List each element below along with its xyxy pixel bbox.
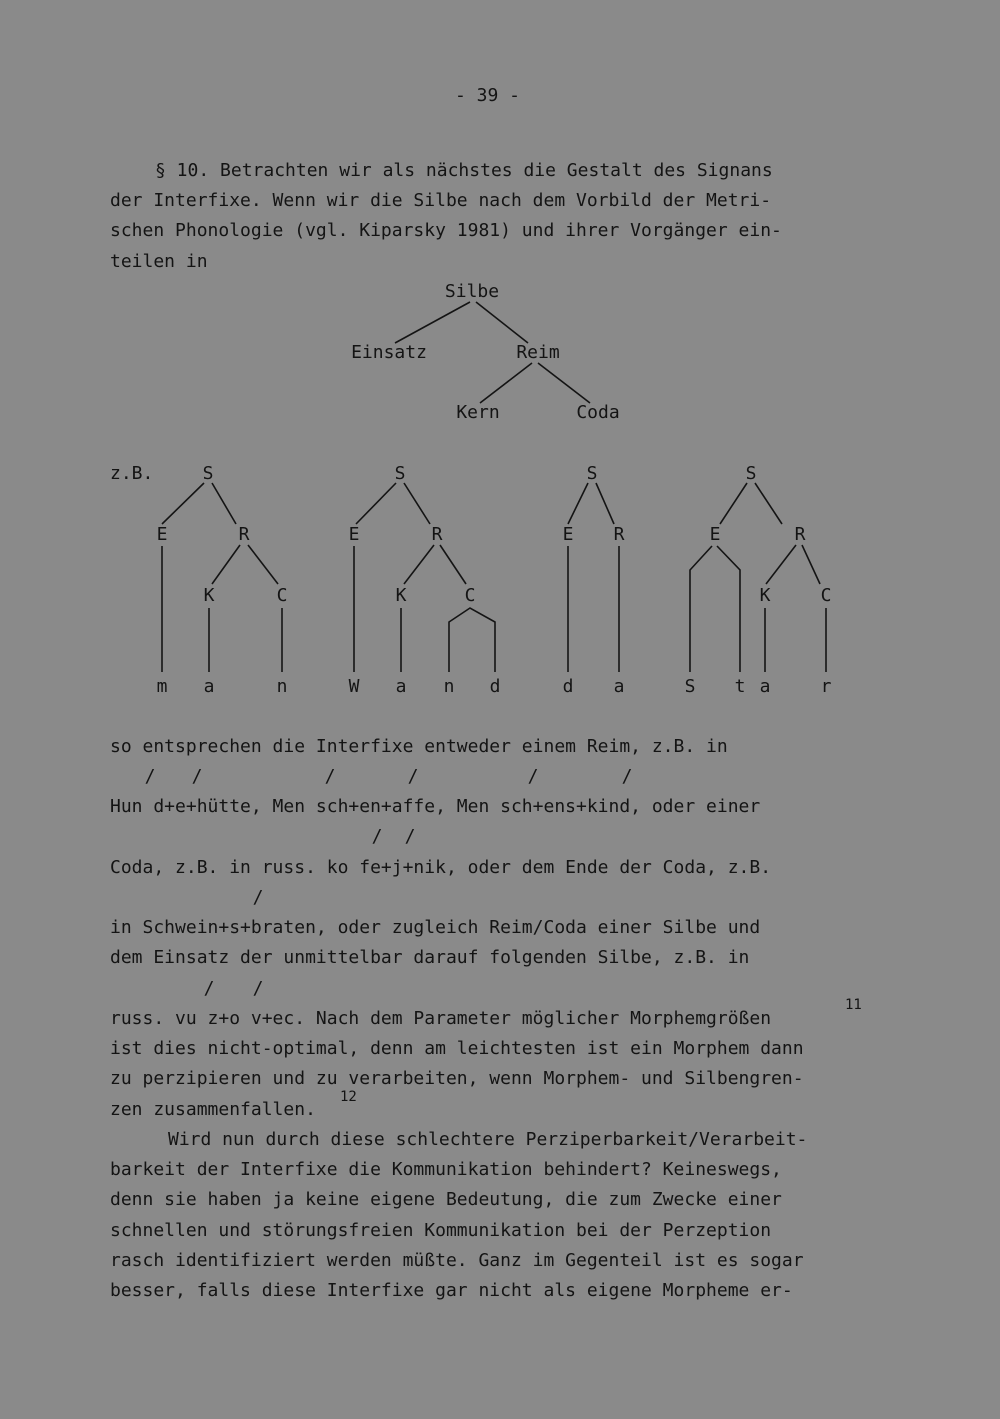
paragraph-line: teilen in (110, 251, 208, 272)
paragraph-line: ist dies nicht-optimal, denn am leichtesten ist ein Morphem dann (110, 1038, 804, 1059)
tree-leaf: d (489, 676, 501, 697)
paragraph-line: Hun d+e+hütte, Men sch+en+affe, Men sch+ens+kind, oder einer (110, 796, 761, 817)
syllable-boundary-mark: / (621, 766, 633, 787)
tree-node-r: R (238, 524, 250, 545)
tree-node-k: K (759, 585, 771, 606)
paragraph-line: russ. vu z+o v+ec. Nach dem Parameter möglicher Morphemgrößen (110, 1008, 772, 1029)
tree-leaf: a (203, 676, 215, 697)
syllable-boundary-mark: / (252, 978, 264, 999)
paragraph-line: Wird nun durch diese schlechtere Perziperbarkeit/Verarbeit- (168, 1129, 808, 1150)
tree-node-k: K (203, 585, 215, 606)
tree-label-onset: Einsatz (351, 342, 427, 363)
paragraph-line: zen zusammenfallen. (110, 1099, 316, 1120)
tree-leaf: n (443, 676, 455, 697)
tree-node-e: E (348, 524, 360, 545)
syllable-boundary-mark: / (191, 766, 203, 787)
paragraph-line: zu perzipieren und zu verarbeiten, wenn Morphem- und Silbengren- (110, 1068, 804, 1089)
syllable-boundary-mark: / (324, 766, 336, 787)
paragraph-line: schen Phonologie (vgl. Kiparsky 1981) und ihrer Vorgänger ein- (110, 220, 782, 241)
tree-label-nucleus: Kern (456, 402, 500, 423)
tree-node-e: E (562, 524, 574, 545)
tree-leaf: W (348, 676, 360, 697)
tree-node-k: K (395, 585, 407, 606)
paragraph-line: dem Einsatz der unmittelbar darauf folgenden Silbe, z.B. in (110, 947, 750, 968)
tree-node-s: S (394, 463, 406, 484)
paragraph-line: schnellen und störungsfreien Kommunikation bei der Perzeption (110, 1220, 772, 1241)
tree-leaf: S (684, 676, 696, 697)
tree-label-syllable: Silbe (444, 281, 500, 302)
tree-leaf: a (395, 676, 407, 697)
tree-node-c: C (820, 585, 832, 606)
example-marker: z.B. (110, 463, 154, 484)
paragraph-line: § 10. Betrachten wir als nächstes die Gestalt des Signans (155, 160, 773, 181)
tree-node-s: S (586, 463, 598, 484)
tree-node-r: R (431, 524, 443, 545)
tree-node-r: R (794, 524, 806, 545)
tree-label-coda: Coda (576, 402, 620, 423)
paragraph-line: so entsprechen die Interfixe entweder einem Reim, z.B. in (110, 736, 728, 757)
tree-node-c: C (464, 585, 476, 606)
syllable-boundary-mark: / (407, 766, 419, 787)
tree-leaf: d (562, 676, 574, 697)
tree-leaf: t (734, 676, 746, 697)
syllable-boundary-mark: / (527, 766, 539, 787)
paragraph-line: barkeit der Interfixe die Kommunikation behindert? Keineswegs, (110, 1159, 782, 1180)
syllable-boundary-mark: / (404, 826, 416, 847)
page-number: - 39 - (455, 85, 521, 106)
tree-leaf: a (759, 676, 771, 697)
tree-node-c: C (276, 585, 288, 606)
footnote-reference: 12 (340, 1089, 357, 1105)
tree-leaf: a (613, 676, 625, 697)
paragraph-line: rasch identifiziert werden müßte. Ganz im Gegenteil ist es sogar (110, 1250, 804, 1271)
paragraph-line: besser, falls diese Interfixe gar nicht als eigene Morpheme er- (110, 1280, 793, 1301)
syllable-boundary-mark: / (371, 826, 383, 847)
syllable-boundary-mark: / (144, 766, 156, 787)
tree-node-s: S (745, 463, 757, 484)
syllable-boundary-mark: / (252, 887, 264, 908)
paragraph-line: in Schwein+s+braten, oder zugleich Reim/Coda einer Silbe und (110, 917, 761, 938)
tree-node-e: E (709, 524, 721, 545)
tree-leaf: r (820, 676, 832, 697)
tree-leaf: n (276, 676, 288, 697)
tree-node-r: R (613, 524, 625, 545)
footnote-reference: 11 (845, 997, 862, 1013)
paragraph-line: der Interfixe. Wenn wir die Silbe nach dem Vorbild der Metri- (110, 190, 772, 211)
syllable-boundary-mark: / (203, 978, 215, 999)
tree-leaf: m (156, 676, 168, 697)
paragraph-line: denn sie haben ja keine eigene Bedeutung, die zum Zwecke einer (110, 1189, 782, 1210)
tree-node-s: S (202, 463, 214, 484)
paragraph-line: Coda, z.B. in russ. ko fe+j+nik, oder dem Ende der Coda, z.B. (110, 857, 772, 878)
tree-label-rhyme: Reim (516, 342, 560, 363)
tree-node-e: E (156, 524, 168, 545)
